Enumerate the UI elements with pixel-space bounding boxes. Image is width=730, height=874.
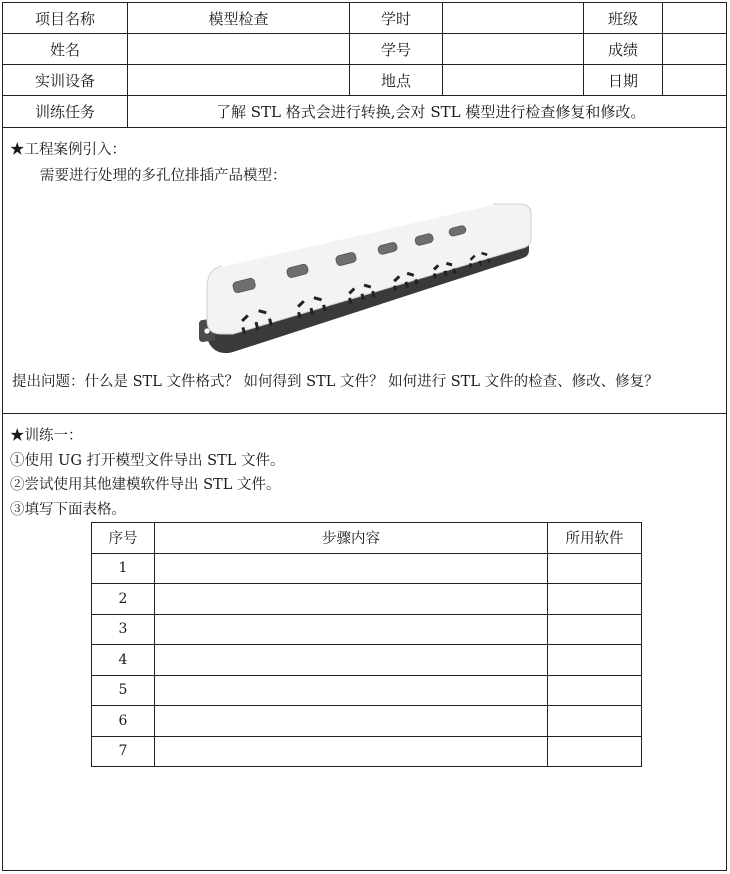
case-intro: 需要进行处理的多孔位排插产品模型：	[40, 168, 287, 184]
equipment-value[interactable]	[128, 65, 350, 95]
power-strip-image	[193, 194, 538, 362]
row-content[interactable]	[155, 614, 548, 645]
task-label: 训练任务	[3, 96, 128, 127]
table-row	[92, 553, 642, 584]
date-value[interactable]	[663, 65, 726, 95]
table-header-row	[92, 523, 642, 554]
class-label: 班级	[584, 3, 663, 33]
training-heading: ★训练一：	[10, 428, 83, 444]
location-value[interactable]	[443, 65, 584, 95]
row-no: 2	[92, 584, 155, 615]
class-value[interactable]	[663, 3, 726, 33]
row-no: 4	[92, 645, 155, 676]
table-row	[92, 614, 642, 645]
col-header-software: 所用软件	[548, 523, 642, 554]
table-row	[92, 584, 642, 615]
row-software[interactable]	[548, 553, 642, 584]
row-content[interactable]	[155, 584, 548, 615]
location-label: 地点	[350, 65, 443, 95]
col-header-content: 步骤内容	[155, 523, 548, 554]
name-label: 姓名	[3, 34, 128, 64]
table-row	[92, 645, 642, 676]
row-content[interactable]	[155, 675, 548, 706]
case-question: 提出问题：什么是 STL 文件格式？ 如何得到 STL 文件？ 如何进行 STL 文件的检查、修改、修复？	[12, 374, 659, 390]
header-row-4	[3, 96, 726, 128]
table-row	[92, 736, 642, 767]
header-row-2	[3, 34, 726, 65]
row-no: 6	[92, 706, 155, 737]
case-section	[3, 128, 726, 414]
row-software[interactable]	[548, 645, 642, 676]
table-row	[92, 706, 642, 737]
student-id-value[interactable]	[443, 34, 584, 64]
row-content[interactable]	[155, 645, 548, 676]
header-row-3	[3, 65, 726, 96]
row-content[interactable]	[155, 736, 548, 767]
row-no: 3	[92, 614, 155, 645]
project-name-label: 项目名称	[3, 3, 128, 33]
hours-label: 学时	[350, 3, 443, 33]
equipment-label: 实训设备	[3, 65, 128, 95]
row-no: 7	[92, 736, 155, 767]
row-software[interactable]	[548, 584, 642, 615]
steps-table	[91, 522, 642, 767]
case-heading: ★工程案例引入：	[10, 142, 126, 158]
project-name-value[interactable]: 模型检查	[128, 3, 350, 33]
row-no: 1	[92, 553, 155, 584]
col-header-no: 序号	[92, 523, 155, 554]
row-software[interactable]	[548, 614, 642, 645]
worksheet	[2, 2, 727, 871]
name-value[interactable]	[128, 34, 350, 64]
header-row-1	[3, 3, 726, 34]
hours-value[interactable]	[443, 3, 584, 33]
training-step-3: ③填写下面表格。	[10, 502, 126, 518]
row-content[interactable]	[155, 706, 548, 737]
date-label: 日期	[584, 65, 663, 95]
training-step-1: ①使用 UG 打开模型文件导出 STL 文件。	[10, 453, 285, 469]
row-software[interactable]	[548, 736, 642, 767]
row-software[interactable]	[548, 675, 642, 706]
row-content[interactable]	[155, 553, 548, 584]
student-id-label: 学号	[350, 34, 443, 64]
task-value: 了解 STL 格式会进行转换,会对 STL 模型进行检查修复和修改。	[216, 103, 646, 121]
training-step-2: ②尝试使用其他建模软件导出 STL 文件。	[10, 477, 281, 493]
row-no: 5	[92, 675, 155, 706]
row-software[interactable]	[548, 706, 642, 737]
table-row	[92, 675, 642, 706]
score-value[interactable]	[663, 34, 726, 64]
score-label: 成绩	[584, 34, 663, 64]
